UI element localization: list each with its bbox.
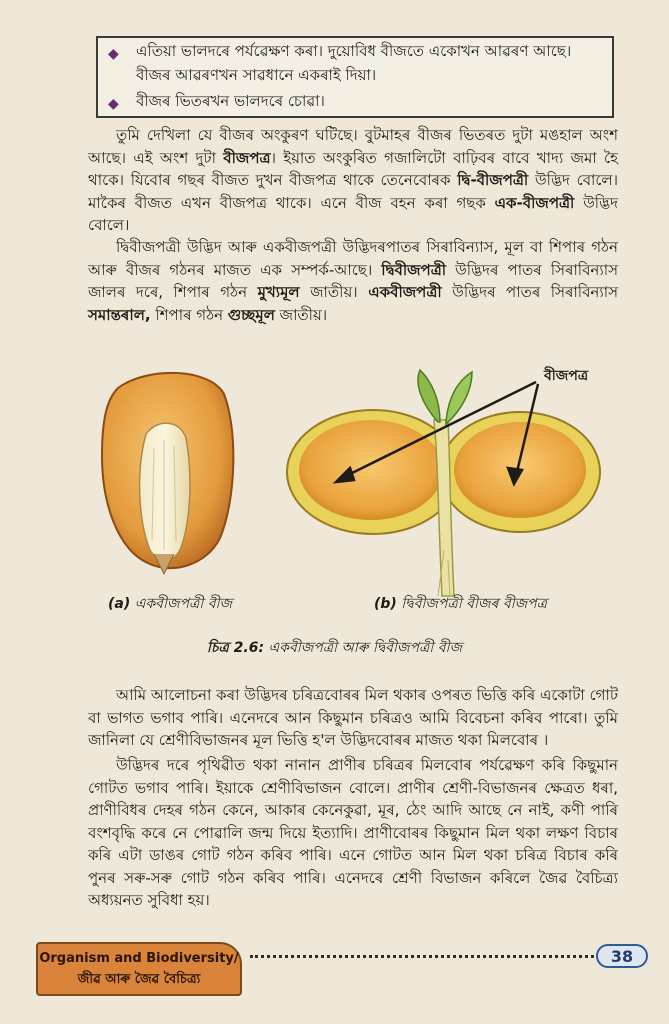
term-monocot: একবীজপত্ৰী xyxy=(368,283,442,301)
text: শিপাৰ গঠন xyxy=(150,305,228,324)
caption-a xyxy=(108,592,232,616)
text: দ্বিবীজপত্ৰী উদ্ভিদ আৰু একবীজপত্ৰী উদ্ভিদৰপাতৰ সিৰাবিন্যাস, মূল বা শিপাৰ গঠন আৰু বীজৰ গঠনৰ মাজত এক সম্পৰ্ক-আছে। xyxy=(88,238,618,279)
instruction-text: এতিয়া ভালদৰে পৰ্যৱেক্ষণ কৰা। দুয়োবিধ বীজতে একোখন আৱৰণ আছে। xyxy=(136,42,572,60)
term-cotyledon: বীজপত্ৰ xyxy=(223,148,271,167)
caption-b-letter: (b) xyxy=(374,596,397,612)
instruction-item xyxy=(108,64,608,86)
paragraph-classification: আমি আলোচনা কৰা উদ্ভিদৰ চৰিত্ৰবোৰৰ মিল থকাৰ ওপৰত ভিত্তি কৰি একোটা গোট বা ভাগত ভগাব পাৰি। এনেদৰে আন কিছুমান চৰিত্ৰও আমি বিবেচনা কৰিব পাৰো। তুমি জানিলা যে শ্ৰেণীবিভাজনৰ মূল ভিত্তি হ'ল উদ্ভিদবোৰৰ মাজত থকা মিলবোৰ । xyxy=(88,686,618,749)
seed-figure xyxy=(88,360,618,620)
text: তুমি দেখিলা যে বীজৰ অংকুৰণ ঘটিছে। বুটমাহৰ বীজৰ ভিতৰত দুটা মঙহাল অংশ আছে। এই অংশ দুটা xyxy=(88,126,618,167)
text: উদ্ভিদৰ পাতৰ সিৰাবিন্যাস xyxy=(441,283,618,301)
term-monocot: এক-বীজপত্ৰী xyxy=(494,193,575,212)
chapter-title-en: Organism and Biodiversity/ xyxy=(39,951,239,966)
instruction-box xyxy=(96,36,614,118)
term-dicot: দ্বি-বীজপত্ৰী xyxy=(457,171,529,189)
term-dicot: দ্বিবীজপত্ৰী xyxy=(381,260,447,279)
diamond-bullet-icon: ◆ xyxy=(108,46,119,62)
monocot-seed xyxy=(102,373,233,574)
instruction-text: বীজৰ ভিতৰখন ভালদৰে চোৱা। xyxy=(136,92,325,110)
term-fibrous-root: গুচ্ছমূল xyxy=(227,305,275,324)
chapter-title-box xyxy=(36,942,242,996)
term-taproot: মুখ্যমূল xyxy=(257,283,300,301)
footer-divider xyxy=(250,955,600,958)
caption-a-letter: (a) xyxy=(108,596,131,612)
cotyledon-label: বীজপত্ৰ xyxy=(544,368,589,384)
chapter-title-as: জীৱ আৰু জৈৱ বৈচিত্ৰ্য xyxy=(77,972,201,987)
paragraph-animal-classification: উদ্ভিদৰ দৰে পৃথিৱীত থকা নানান প্ৰাণীৰ চৰিত্ৰৰ মিলবোৰ পৰ্যৱেক্ষণ কৰি কিছুমান গোটত ভগাব পাৰি। ইয়াকে শ্ৰেণীবিভাজন বোলে। প্ৰাণীৰ শ্ৰেণী-বিভাজনৰ ক্ষেত্ৰত ধৰা, প্ৰাণীবিধৰ দেহৰ গঠন কেনে, আকাৰ কেনেকুৱা, মূৰ, ঠেং আদি আছে নে নাই, কণী পাৰি বংশবৃদ্ধি কৰে নে পোৱালি জন্ম দিয়ে ইত্যাদি। প্ৰাণীবোৰৰ কিছুমান মিল থকা লক্ষণ বিচাৰ কৰি এটা ডাঙৰ গোট গঠন কৰিব পাৰি। এনে গোটত আন মিল থকা চৰিত্ৰ বিচাৰ কৰি পুনৰ সৰু-সৰু গোট গঠন কৰিব পাৰি। এনেদৰে শ্ৰেণী বিভাজন কৰিলে জৈৱ বৈচিত্ৰ্য অধ্যয়নত সুবিধা হয়। xyxy=(88,756,618,909)
caption-a-text: একবীজপত্ৰী বীজ xyxy=(134,596,233,612)
text: । ইয়াত অংকুৰিত গজালিটো বাঢ়িবৰ বাবে খাদ্য জমা হৈ থাকে। যিবোৰ গছৰ বীজত দুখন বীজপত্ৰ থাকে তেনেবোৰক xyxy=(88,148,618,189)
text: উদ্ভিদ বোলে। xyxy=(88,193,618,234)
figure-caption xyxy=(0,636,669,660)
text: উদ্ভিদ বোলে। মাকৈৰ বীজত এখন বীজপত্ৰ থাকে। এনে বীজ বহন কৰা গছক xyxy=(88,171,618,212)
instruction-text: বীজৰ আৱৰণখন সাৱধানে একৰাই দিয়া। xyxy=(136,66,377,84)
diamond-bullet-icon: ◆ xyxy=(108,96,119,112)
paragraph-cotyledon xyxy=(88,124,618,237)
text: জাতীয়। xyxy=(299,283,369,301)
text: জাতীয়। xyxy=(274,305,328,324)
caption-b xyxy=(374,592,547,616)
figure-number: চিত্ৰ 2.6: xyxy=(206,640,265,656)
page-number: 38 xyxy=(596,944,648,968)
instruction-item xyxy=(108,90,608,112)
term-parallel: সমান্তৰাল, xyxy=(88,305,151,324)
instruction-item xyxy=(108,40,608,62)
caption-b-text: দ্বিবীজপত্ৰী বীজৰ বীজপত্ৰ xyxy=(401,596,547,612)
seed-illustration xyxy=(88,360,618,620)
figure-caption-text: একবীজপত্ৰী আৰু দ্বিবীজপত্ৰী বীজ xyxy=(268,640,463,656)
paragraph-venation xyxy=(88,236,618,326)
text: উদ্ভিদৰ পাতৰ সিৰাবিন্যাস জালৰ দৰে, শিপাৰ গঠন xyxy=(88,260,618,301)
